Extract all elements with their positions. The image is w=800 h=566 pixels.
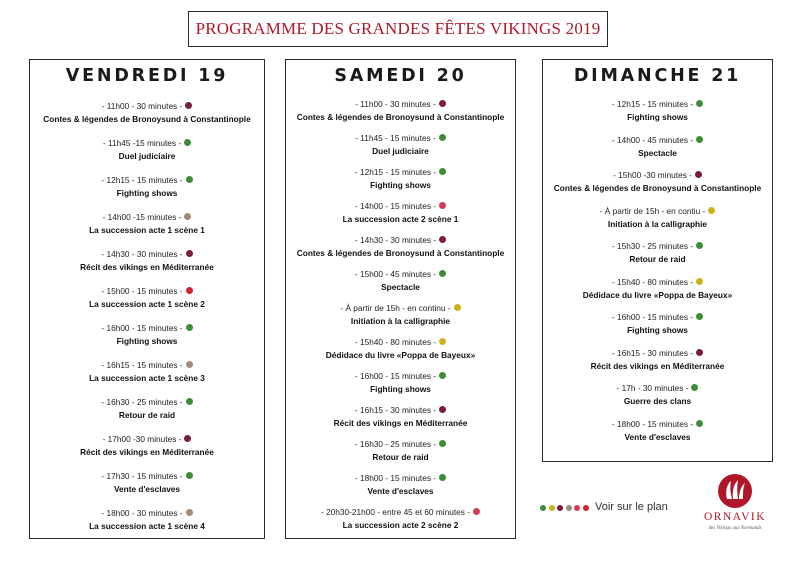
event-time [543, 382, 772, 395]
event-title: Fighting shows [627, 325, 688, 335]
schedule-item [30, 507, 264, 544]
logo-brand-name: ORNAVIK [703, 511, 767, 523]
schedule-item [286, 438, 515, 472]
event-time [286, 132, 515, 145]
event-title: Contes & légendes de Bronoysund à Constantinople [296, 112, 505, 122]
location-dot-icon [184, 435, 191, 442]
event-time [286, 166, 515, 179]
schedule-item [543, 347, 772, 383]
event-time-text: - 16h15 - 30 minutes - [354, 405, 437, 415]
event-time [543, 418, 772, 431]
event-title: Fighting shows [116, 188, 178, 198]
event-time [543, 205, 772, 218]
event-time [30, 396, 264, 409]
location-dot-icon [439, 202, 446, 209]
location-dot-icon [186, 472, 193, 479]
event-time-text: - 15h40 - 80 minutes - [611, 276, 694, 287]
event-time-text: - 12h15 - 15 minutes - [611, 99, 694, 109]
schedule-item [543, 98, 772, 134]
day-column-friday [29, 59, 265, 539]
day-title: SAMEDI 20 [334, 66, 467, 86]
legend-dot-icon [583, 505, 589, 511]
event-title: Contes & légendes de Bronoysund à Constantinople [553, 183, 762, 193]
event-time-text: - 16h15 - 30 minutes - [611, 347, 694, 358]
event-time [286, 302, 515, 315]
location-dot-icon [473, 508, 480, 515]
schedule-item [543, 169, 772, 205]
event-time [286, 370, 515, 383]
event-time [543, 134, 772, 147]
schedule-item [543, 311, 772, 347]
event-time-text: - 14h30 - 30 minutes - [354, 235, 437, 245]
event-title: Retour de raid [372, 452, 429, 462]
event-time [30, 211, 264, 224]
event-time [543, 311, 772, 324]
event-title: Contes & légendes de Bronoysund à Constantinople [43, 114, 251, 124]
event-list [30, 100, 264, 544]
event-time [30, 507, 264, 520]
location-dot-icon [439, 474, 446, 481]
event-time [30, 322, 264, 335]
day-title: DIMANCHE 21 [573, 66, 742, 86]
location-dot-icon [696, 420, 703, 427]
event-time-text: - 11h45 - 15 minutes - [355, 133, 436, 143]
schedule-item [30, 174, 264, 211]
event-time [286, 506, 515, 519]
schedule-item [286, 472, 515, 506]
schedule-item [30, 248, 264, 285]
day-title: VENDREDI 19 [65, 66, 229, 86]
event-title: Dédidace du livre «Poppa de Bayeux» [325, 350, 476, 360]
ornavik-logo [695, 472, 775, 550]
location-dot-icon [439, 134, 446, 141]
event-time-text: - 12h15 - 15 minutes - [101, 175, 183, 185]
event-time-text: - 16h30 - 25 minutes - [101, 397, 183, 407]
event-time-text: - 14h00 -15 minutes - [102, 212, 182, 222]
location-dot-icon [439, 440, 446, 447]
event-time [286, 98, 515, 111]
event-title: Retour de raid [629, 254, 686, 264]
event-time [30, 470, 264, 483]
location-dot-icon [184, 139, 191, 146]
event-title: Contes & légendes de Bronoysund à Constantinople [296, 248, 505, 258]
event-time [286, 472, 515, 485]
event-time-text: - 16h15 - 15 minutes - [101, 360, 183, 370]
event-list [286, 98, 515, 540]
event-time [286, 404, 515, 417]
location-dot-icon [184, 213, 191, 220]
logo-tagline: des Vikings aux Normands [708, 526, 762, 531]
location-dot-icon [186, 509, 193, 516]
event-time-text: - 18h00 - 30 minutes - [101, 508, 183, 518]
schedule-item [286, 166, 515, 200]
event-title: Récit des vikings en Méditerranée [333, 418, 468, 428]
location-dot-icon [186, 250, 193, 257]
schedule-item [30, 322, 264, 359]
schedule-item [286, 302, 515, 336]
event-title: Vente d'esclaves [367, 486, 434, 496]
event-time [286, 438, 515, 451]
schedule-item [286, 234, 515, 268]
event-time [543, 347, 772, 360]
event-time [543, 98, 772, 111]
schedule-item [30, 137, 264, 174]
location-dot-icon [439, 100, 446, 107]
legend-label[interactable]: Voir sur le plan [595, 501, 668, 513]
schedule-item [543, 276, 772, 312]
event-time-text: - 14h30 - 30 minutes - [101, 249, 183, 259]
schedule-item [543, 382, 772, 418]
schedule-item [30, 285, 264, 322]
programme-title-box [188, 11, 608, 47]
event-title: Initiation à la calligraphie [350, 316, 451, 326]
legend-dot-icon [574, 505, 580, 511]
event-title: Récit des vikings en Méditerranée [80, 447, 214, 457]
location-dot-icon [186, 176, 193, 183]
schedule-item [30, 359, 264, 396]
location-dot-icon [454, 304, 461, 311]
event-title: Spectacle [381, 282, 420, 292]
location-dot-icon [696, 242, 703, 249]
event-time-text: - 15h00 - 45 minutes - [354, 269, 437, 279]
schedule-item [543, 134, 772, 170]
event-title: La succession acte 1 scène 2 [89, 299, 205, 309]
event-title: Duel judiciaire [118, 151, 176, 161]
schedule-item [286, 132, 515, 166]
event-time [286, 234, 515, 247]
legend-dot-icon [549, 505, 555, 511]
event-time-text: - 18h00 - 15 minutes - [611, 418, 694, 429]
event-title: Récit des vikings en Méditerranée [80, 262, 214, 272]
event-time [286, 268, 515, 281]
schedule-item [286, 404, 515, 438]
event-time-text: - 16h00 - 15 minutes - [101, 323, 183, 333]
event-time-text: - 18h00 - 15 minutes - [354, 473, 437, 483]
event-title: Vente d'esclaves [624, 431, 691, 442]
schedule-item [543, 240, 772, 276]
event-time-text: - 16h30 - 25 minutes - [354, 439, 437, 449]
day-column-saturday [285, 59, 516, 539]
location-dot-icon [696, 136, 703, 143]
event-time [543, 276, 772, 289]
event-time-text: - 15h30 - 25 minutes - [611, 241, 694, 251]
event-title: Récit des vikings en Méditerranée [590, 360, 725, 371]
event-time-text: - 14h00 - 45 minutes - [611, 134, 694, 145]
event-time-text: - 12h15 - 15 minutes - [354, 167, 437, 177]
location-dot-icon [439, 270, 446, 277]
location-dot-icon [439, 406, 446, 413]
event-title: Fighting shows [116, 336, 178, 346]
event-title: Duel judiciaire [372, 146, 429, 156]
location-dot-icon [696, 349, 703, 356]
day-column-sunday [542, 59, 773, 462]
event-title: La succession acte 1 scène 3 [89, 373, 205, 383]
location-dot-icon [708, 207, 715, 214]
location-dot-icon [696, 100, 703, 107]
event-time-text: - 17h - 30 minutes - [616, 383, 689, 393]
event-time-text: - 15h40 - 80 minutes - [354, 337, 437, 347]
legend-dot-icon [566, 505, 572, 511]
schedule-item [30, 100, 264, 137]
event-time-text: - 11h45 -15 minutes - [102, 138, 182, 148]
event-time-text: - 15h00 - 15 minutes - [101, 286, 183, 296]
viking-helmet-logo-icon [718, 472, 752, 510]
event-time [30, 174, 264, 187]
event-time [30, 248, 264, 261]
event-time-text: - 15h00 -30 minutes - [613, 170, 692, 180]
legend-dots [540, 498, 591, 516]
event-title: Fighting shows [627, 112, 688, 122]
schedule-item [30, 396, 264, 433]
event-time [30, 137, 264, 150]
event-time [30, 359, 264, 372]
location-dot-icon [439, 372, 446, 379]
event-title: Fighting shows [370, 180, 431, 190]
event-list [543, 98, 772, 453]
location-dot-icon [696, 313, 703, 320]
schedule-item [286, 200, 515, 234]
schedule-item [543, 205, 772, 241]
location-dot-icon [186, 398, 193, 405]
schedule-item [286, 506, 515, 540]
legend-dot-icon [557, 505, 563, 511]
event-time [30, 433, 264, 446]
event-time-text: - 17h30 - 15 minutes - [101, 471, 183, 481]
event-time-text: - 11h00 - 30 minutes - [355, 99, 436, 109]
event-title: La succession acte 2 scène 2 [342, 520, 459, 530]
location-dot-icon [185, 102, 192, 109]
location-dot-icon [695, 171, 702, 178]
location-dot-icon [439, 338, 446, 345]
location-dot-icon [439, 236, 446, 243]
schedule-item [30, 470, 264, 507]
event-title: Vente d'esclaves [113, 484, 181, 494]
event-time [30, 285, 264, 298]
event-title: Initiation à la calligraphie [607, 218, 708, 229]
event-time [286, 336, 515, 349]
event-title: Fighting shows [370, 384, 431, 394]
event-time [30, 100, 264, 113]
schedule-item [30, 433, 264, 470]
programme-title: PROGRAMME DES GRANDES FÊTES VIKINGS 2019 [195, 19, 601, 38]
event-title: La succession acte 1 scène 1 [89, 225, 205, 235]
event-title: La succession acte 1 scène 4 [89, 521, 205, 531]
event-time-text: - 16h00 - 15 minutes - [611, 312, 694, 322]
location-dot-icon [696, 278, 703, 285]
legend-dot-icon [540, 505, 546, 511]
schedule-item [286, 98, 515, 132]
schedule-item [286, 370, 515, 404]
event-time [543, 240, 772, 253]
event-time-text: - 16h00 - 15 minutes - [354, 371, 437, 381]
event-title: Retour de raid [118, 410, 176, 420]
event-time [543, 169, 772, 182]
event-title: Guerre des clans [623, 396, 692, 406]
event-time [286, 200, 515, 213]
event-title: La succession acte 2 scène 1 [342, 214, 459, 224]
event-time-text: - À partir de 15h - en continu - [340, 303, 451, 313]
location-dot-icon [186, 361, 193, 368]
event-time-text: - À partir de 15h - en contiu - [599, 205, 706, 216]
location-dot-icon [186, 324, 193, 331]
map-legend[interactable] [540, 500, 668, 514]
event-title: Dédidace du livre «Poppa de Bayeux» [582, 289, 733, 300]
location-dot-icon [439, 168, 446, 175]
event-time-text: - 20h30-21h00 - entre 45 et 60 minutes - [321, 507, 470, 517]
event-time-text: - 14h00 - 15 minutes - [354, 201, 437, 211]
location-dot-icon [186, 287, 193, 294]
schedule-item [30, 211, 264, 248]
event-time-text: - 11h00 - 30 minutes - [101, 101, 183, 111]
schedule-item [286, 268, 515, 302]
event-time-text: - 17h00 -30 minutes - [102, 434, 182, 444]
schedule-item [543, 418, 772, 454]
location-dot-icon [691, 384, 698, 391]
schedule-item [286, 336, 515, 370]
event-title: Spectacle [638, 147, 677, 158]
